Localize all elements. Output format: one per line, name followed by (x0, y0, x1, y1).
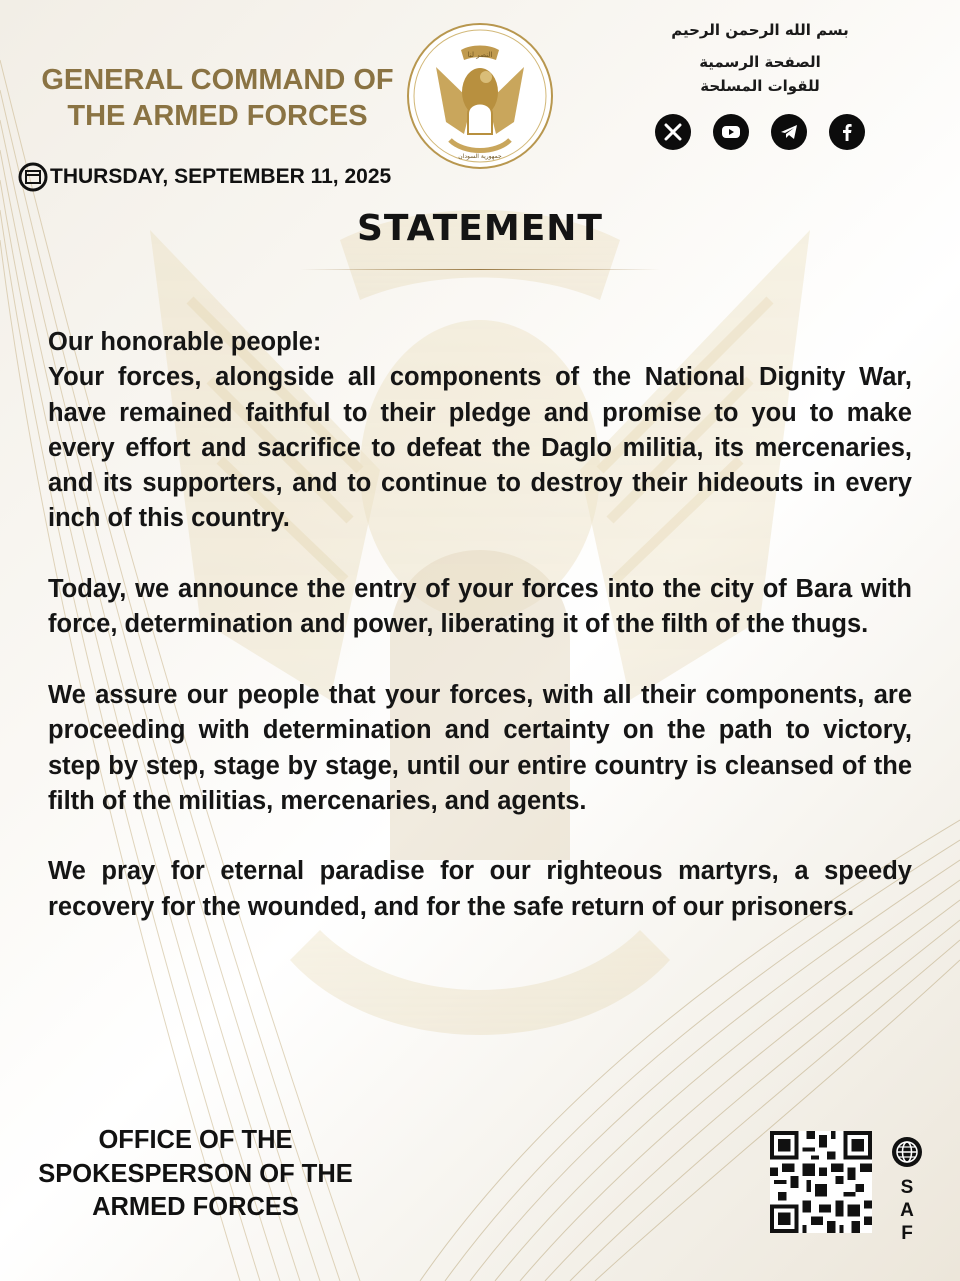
org-name-line-1: GENERAL COMMAND OF (41, 64, 394, 96)
armed-forces-emblem (406, 22, 554, 170)
saf-letter-a: A (900, 1200, 914, 1221)
globe-icon[interactable] (891, 1136, 923, 1168)
social-links (655, 114, 865, 150)
paragraph-pledge: Your forces, alongside all components of the National Dignity War, have remained faithful to their pledge and promise to you to make every effort and sacrifice to defeat the Daglo militia, its mercenaries, and its supporters, and to continue to destroy their hideouts in every inch of this country. (48, 363, 912, 533)
office-line-3: ARMED FORCES (92, 1193, 299, 1221)
saf-mark (890, 1136, 924, 1245)
basmala: بسم الله الرحمن الرحيم (671, 21, 849, 39)
official-page-line-2: للقوات المسلحة (700, 77, 820, 95)
official-page-line-1: الصفحة الرسمية (699, 53, 821, 71)
x-icon[interactable] (655, 114, 691, 150)
office-signature (18, 1124, 373, 1225)
calendar-icon (18, 162, 48, 192)
paragraph-prayer: We pray for eternal paradise for our righteous martyrs, a speedy recovery for the wounded, and for the safe return of our prisoners. (48, 857, 912, 921)
emblem-scroll-text: النصر لنا (467, 51, 493, 59)
qr-code[interactable] (770, 1131, 872, 1233)
paragraph-bara: Today, we announce the entry of your forces into the city of Bara with force, determination and power, liberating it of the filth of the thugs. (48, 575, 912, 639)
statement-title: STATEMENT (356, 208, 603, 249)
official-page-block (640, 16, 880, 98)
office-line-1: OFFICE OF THE (98, 1126, 293, 1154)
org-name (20, 62, 415, 134)
paragraph-assurance: We assure our people that your forces, with all their components, are proceeding with determination and certainty on the path to victory, step by step, stage by stage, until our entire country is cleansed of the filth of the militias, mercenaries, and agents. (48, 680, 912, 815)
org-name-line-2: THE ARMED FORCES (67, 100, 368, 132)
emblem-banner-text: جمهورية السودان (458, 153, 502, 160)
facebook-icon[interactable] (829, 114, 865, 150)
date-row (18, 162, 391, 192)
saf-letter-s: S (900, 1177, 914, 1198)
telegram-icon[interactable] (771, 114, 807, 150)
salutation: Our honorable people: (48, 328, 322, 356)
statement-body (48, 325, 912, 960)
title-divider (300, 269, 660, 270)
youtube-icon[interactable] (713, 114, 749, 150)
statement-date: THURSDAY, SEPTEMBER 11, 2025 (50, 165, 392, 188)
saf-letters (890, 1176, 924, 1245)
saf-letter-f: F (901, 1223, 913, 1244)
office-line-2: SPOKESPERSON OF THE (38, 1159, 353, 1188)
